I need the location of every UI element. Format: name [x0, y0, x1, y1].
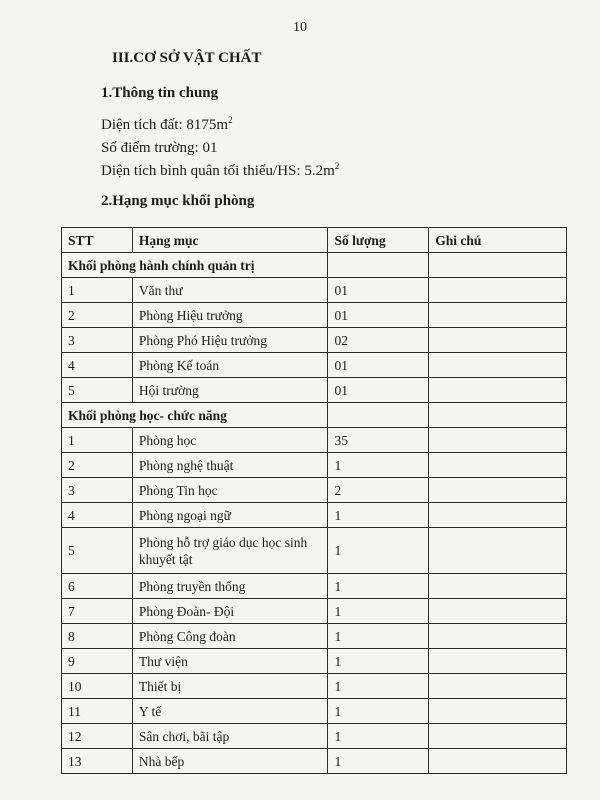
table-row	[62, 328, 567, 353]
cell-note	[429, 353, 567, 378]
section-title: III.CƠ SỞ VẬT CHẤT	[112, 50, 262, 66]
cell-item: Văn thư	[132, 278, 328, 303]
cell-note	[429, 699, 567, 724]
cell-note	[429, 278, 567, 303]
table-row	[62, 699, 567, 724]
cell-quantity: 1	[328, 724, 429, 749]
cell-note	[429, 303, 567, 328]
land-area-line	[101, 117, 233, 134]
table-row	[62, 599, 567, 624]
cell-quantity: 1	[328, 674, 429, 699]
group-admin-quantity-cell	[328, 253, 429, 278]
cell-item: Phòng Đoàn- Đội	[132, 599, 328, 624]
table-row	[62, 674, 567, 699]
table-row	[62, 303, 567, 328]
table-row	[62, 428, 567, 453]
cell-item: Y tế	[132, 699, 328, 724]
cell-quantity: 35	[328, 428, 429, 453]
table-header-row	[62, 228, 567, 253]
cell-quantity: 01	[328, 353, 429, 378]
header-item: Hạng mục	[132, 228, 328, 253]
cell-item: Thư viện	[132, 649, 328, 674]
page-number: 10	[293, 20, 307, 35]
cell-quantity: 1	[328, 574, 429, 599]
cell-item: Sân chơi, bãi tập	[132, 724, 328, 749]
rooms-heading: 2.Hạng mục khối phòng	[101, 193, 255, 209]
table-row	[62, 453, 567, 478]
land-area-text: Diện tích đất: 8175m	[101, 117, 229, 133]
header-note: Ghi chú	[429, 228, 567, 253]
cell-item: Phòng nghệ thuật	[132, 453, 328, 478]
cell-quantity: 01	[328, 303, 429, 328]
cell-quantity: 2	[328, 478, 429, 503]
cell-stt: 1	[62, 428, 133, 453]
min-area-line	[101, 163, 339, 180]
table-row	[62, 353, 567, 378]
cell-item: Phòng hỗ trợ giáo dục học sinh khuyết tật	[132, 528, 328, 574]
group-study-quantity-cell	[328, 403, 429, 428]
table-row	[62, 624, 567, 649]
cell-stt: 11	[62, 699, 133, 724]
general-info-heading: 1.Thông tin chung	[101, 85, 219, 101]
facility-table	[61, 227, 567, 774]
cell-stt: 6	[62, 574, 133, 599]
cell-item: Phòng Kế toán	[132, 353, 328, 378]
school-sites-line: Số điểm trường: 01	[101, 140, 218, 156]
cell-note	[429, 624, 567, 649]
header-stt: STT	[62, 228, 133, 253]
cell-stt: 3	[62, 328, 133, 353]
group-admin-row	[62, 253, 567, 278]
table-row	[62, 278, 567, 303]
cell-note	[429, 649, 567, 674]
table-row	[62, 528, 567, 574]
cell-stt: 1	[62, 278, 133, 303]
facility-table-body	[62, 228, 567, 774]
cell-item: Phòng Phó Hiệu trưởng	[132, 328, 328, 353]
cell-quantity: 01	[328, 378, 429, 403]
cell-note	[429, 528, 567, 574]
group-admin-note-cell	[429, 253, 567, 278]
group-study-title: Khối phòng học- chức năng	[62, 403, 328, 428]
cell-stt: 4	[62, 503, 133, 528]
cell-item: Thiết bị	[132, 674, 328, 699]
cell-note	[429, 574, 567, 599]
cell-item: Phòng ngoại ngữ	[132, 503, 328, 528]
cell-quantity: 1	[328, 624, 429, 649]
cell-note	[429, 599, 567, 624]
table-row	[62, 649, 567, 674]
cell-item: Hội trường	[132, 378, 328, 403]
cell-quantity: 02	[328, 328, 429, 353]
cell-stt: 9	[62, 649, 133, 674]
group-study-row	[62, 403, 567, 428]
header-quantity: Số lượng	[328, 228, 429, 253]
table-row	[62, 724, 567, 749]
cell-note	[429, 724, 567, 749]
cell-item: Phòng Công đoàn	[132, 624, 328, 649]
cell-quantity: 1	[328, 599, 429, 624]
cell-note	[429, 378, 567, 403]
cell-quantity: 1	[328, 749, 429, 774]
table-row	[62, 503, 567, 528]
cell-quantity: 1	[328, 649, 429, 674]
cell-note	[429, 674, 567, 699]
cell-note	[429, 478, 567, 503]
cell-note	[429, 428, 567, 453]
cell-quantity: 1	[328, 699, 429, 724]
min-area-unit-sup: 2	[334, 161, 340, 171]
cell-stt: 13	[62, 749, 133, 774]
cell-stt: 7	[62, 599, 133, 624]
cell-stt: 5	[62, 378, 133, 403]
cell-stt: 2	[62, 453, 133, 478]
group-study-note-cell	[429, 403, 567, 428]
cell-item: Phòng Hiệu trưởng	[132, 303, 328, 328]
cell-note	[429, 749, 567, 774]
cell-stt: 3	[62, 478, 133, 503]
cell-stt: 12	[62, 724, 133, 749]
cell-quantity: 1	[328, 503, 429, 528]
table-row	[62, 574, 567, 599]
cell-note	[429, 503, 567, 528]
cell-item: Phòng truyền thống	[132, 574, 328, 599]
land-area-unit-sup: 2	[228, 115, 233, 125]
group-admin-title: Khối phòng hành chính quản trị	[62, 253, 328, 278]
cell-stt: 8	[62, 624, 133, 649]
cell-item: Phòng Tin học	[132, 478, 328, 503]
table-row	[62, 378, 567, 403]
cell-stt: 10	[62, 674, 133, 699]
min-area-text: Diện tích bình quân tối thiểu/HS: 5.2m	[101, 163, 335, 179]
cell-note	[429, 453, 567, 478]
cell-item: Nhà bếp	[132, 749, 328, 774]
cell-stt: 5	[62, 528, 133, 574]
cell-item: Phòng học	[132, 428, 328, 453]
cell-quantity: 1	[328, 453, 429, 478]
cell-stt: 2	[62, 303, 133, 328]
cell-note	[429, 328, 567, 353]
table-row	[62, 478, 567, 503]
cell-stt: 4	[62, 353, 133, 378]
table-row	[62, 749, 567, 774]
cell-quantity: 01	[328, 278, 429, 303]
cell-quantity: 1	[328, 528, 429, 574]
